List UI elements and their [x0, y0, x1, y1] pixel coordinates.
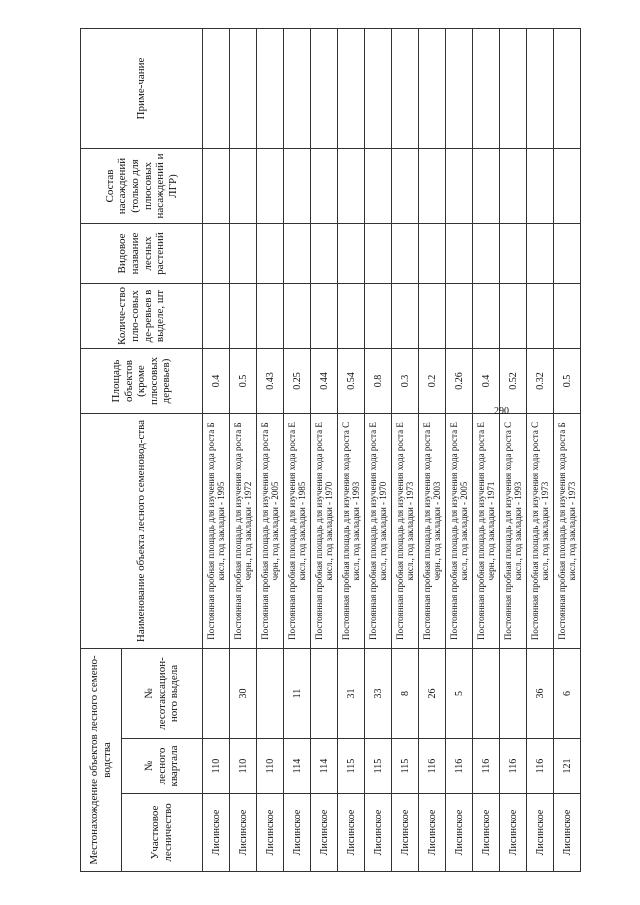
cell-composition	[554, 149, 581, 224]
cell-species	[311, 224, 338, 284]
cell-count	[311, 284, 338, 349]
cell-name: Постоянная пробная площадь для изучения хода роста Е черн., год закладки - 2003	[419, 414, 446, 649]
cell-species	[257, 224, 284, 284]
cell-remarks	[392, 29, 419, 149]
table-row	[284, 29, 311, 872]
cell-area: 0.54	[338, 349, 365, 414]
cell-forestry: Лисинское	[527, 794, 554, 872]
cell-composition	[284, 149, 311, 224]
cell-name: Постоянная пробная площадь для изучения хода роста Б черн., год закладки - 1972	[230, 414, 257, 649]
cell-count	[257, 284, 284, 349]
cell-name: Постоянная пробная площадь для изучения хода роста Б черн., год закладки - 2005	[257, 414, 284, 649]
cell-forestry: Лисинское	[365, 794, 392, 872]
cell-count	[203, 284, 230, 349]
cell-remarks	[257, 29, 284, 149]
cell-area: 0.43	[257, 349, 284, 414]
table-row	[419, 29, 446, 872]
rotated-page	[80, 29, 577, 872]
cell-composition	[203, 149, 230, 224]
table-row	[554, 29, 581, 872]
cell-remarks	[500, 29, 527, 149]
cell-quarter: 115	[365, 739, 392, 794]
cell-forestry: Лисинское	[392, 794, 419, 872]
cell-quarter: 116	[500, 739, 527, 794]
cell-remarks	[446, 29, 473, 149]
cell-compartment: 31	[338, 649, 365, 739]
cell-area: 0.44	[311, 349, 338, 414]
table-row	[230, 29, 257, 872]
header-area: Площадь объектов (кроме плюсовых деревьев)	[81, 349, 203, 414]
cell-area: 0.4	[473, 349, 500, 414]
table-row	[338, 29, 365, 872]
table-row	[527, 29, 554, 872]
cell-remarks	[365, 29, 392, 149]
cell-count	[338, 284, 365, 349]
cell-compartment	[311, 649, 338, 739]
cell-name: Постоянная пробная площадь для изучения хода роста Б кисл., год закладки - 1995	[203, 414, 230, 649]
header-count: Количе-ство плю-совых де-ревьев в выделе, шт	[81, 284, 203, 349]
cell-species	[338, 224, 365, 284]
cell-name: Постоянная пробная площадь для изучения хода роста Е кисл., год закладки - 2005	[446, 414, 473, 649]
cell-quarter: 116	[473, 739, 500, 794]
cell-quarter: 116	[419, 739, 446, 794]
cell-remarks	[419, 29, 446, 149]
cell-name: Постоянная пробная площадь для изучения хода роста Е кисл., год закладки - 1985	[284, 414, 311, 649]
cell-quarter: 121	[554, 739, 581, 794]
cell-compartment: 5	[446, 649, 473, 739]
cell-forestry: Лисинское	[203, 794, 230, 872]
cell-species	[392, 224, 419, 284]
cell-species	[203, 224, 230, 284]
cell-area: 0.26	[446, 349, 473, 414]
cell-composition	[473, 149, 500, 224]
header-name: Наименование объекта лесного семеновод-ства	[81, 414, 203, 649]
cell-forestry: Лисинское	[500, 794, 527, 872]
cell-remarks	[473, 29, 500, 149]
cell-species	[284, 224, 311, 284]
cell-remarks	[203, 29, 230, 149]
cell-count	[419, 284, 446, 349]
cell-compartment: 11	[284, 649, 311, 739]
cell-composition	[500, 149, 527, 224]
table-row	[473, 29, 500, 872]
cell-quarter: 114	[311, 739, 338, 794]
cell-composition	[392, 149, 419, 224]
cell-name: Постоянная пробная площадь для изучения хода роста Е кисл., год закладки - 1970	[365, 414, 392, 649]
cell-compartment: 33	[365, 649, 392, 739]
cell-area: 0.32	[527, 349, 554, 414]
cell-forestry: Лисинское	[554, 794, 581, 872]
cell-area: 0.5	[230, 349, 257, 414]
cell-composition	[527, 149, 554, 224]
cell-quarter: 116	[446, 739, 473, 794]
cell-name: Постоянная пробная площадь для изучения хода роста Б кисл., год закладки - 1973	[554, 414, 581, 649]
cell-composition	[230, 149, 257, 224]
cell-name: Постоянная пробная площадь для изучения хода роста Е кисл., год закладки - 1973	[392, 414, 419, 649]
cell-area: 0.5	[554, 349, 581, 414]
cell-quarter: 115	[338, 739, 365, 794]
cell-forestry: Лисинское	[338, 794, 365, 872]
cell-name: Постоянная пробная площадь для изучения хода роста С кисл., год закладки - 1993	[500, 414, 527, 649]
table-row	[392, 29, 419, 872]
cell-species	[473, 224, 500, 284]
cell-name: Постоянная пробная площадь для изучения хода роста С кисл., год закладки - 1993	[338, 414, 365, 649]
cell-compartment	[473, 649, 500, 739]
cell-area: 0.8	[365, 349, 392, 414]
header-location-group: Местонахождение объектов лесного семено-водства	[81, 649, 122, 872]
table-row	[203, 29, 230, 872]
table-row	[446, 29, 473, 872]
cell-composition	[419, 149, 446, 224]
cell-remarks	[311, 29, 338, 149]
cell-composition	[311, 149, 338, 224]
cell-count	[473, 284, 500, 349]
cell-species	[230, 224, 257, 284]
cell-forestry: Лисинское	[230, 794, 257, 872]
cell-compartment: 8	[392, 649, 419, 739]
cell-species	[419, 224, 446, 284]
cell-remarks	[284, 29, 311, 149]
cell-composition	[338, 149, 365, 224]
cell-quarter: 110	[203, 739, 230, 794]
cell-composition	[257, 149, 284, 224]
cell-count	[527, 284, 554, 349]
cell-species	[446, 224, 473, 284]
cell-compartment	[257, 649, 284, 739]
cell-forestry: Лисинское	[473, 794, 500, 872]
cell-remarks	[338, 29, 365, 149]
cell-species	[527, 224, 554, 284]
cell-area: 0.25	[284, 349, 311, 414]
cell-composition	[446, 149, 473, 224]
cell-count	[554, 284, 581, 349]
cell-compartment: 30	[230, 649, 257, 739]
page-number: 290	[494, 406, 509, 418]
cell-area: 0.2	[419, 349, 446, 414]
cell-count	[230, 284, 257, 349]
cell-remarks	[527, 29, 554, 149]
header-remarks: Приме-чание	[81, 29, 203, 149]
cell-species	[365, 224, 392, 284]
cell-area: 0.3	[392, 349, 419, 414]
cell-count	[446, 284, 473, 349]
header-composition: Состав насаждений (только для плюсовых насаждений и ЛГР)	[81, 149, 203, 224]
header-forestry: Участковое лесничество	[122, 794, 203, 872]
cell-quarter: 110	[230, 739, 257, 794]
cell-composition	[365, 149, 392, 224]
cell-compartment: 26	[419, 649, 446, 739]
cell-count	[284, 284, 311, 349]
cell-name: Постоянная пробная площадь для изучения хода роста С кисл., год закладки - 1973	[527, 414, 554, 649]
table-row	[257, 29, 284, 872]
cell-compartment: 6	[554, 649, 581, 739]
cell-forestry: Лисинское	[257, 794, 284, 872]
table-row	[365, 29, 392, 872]
cell-compartment: 36	[527, 649, 554, 739]
cell-quarter: 110	[257, 739, 284, 794]
cell-quarter: 115	[392, 739, 419, 794]
cell-quarter: 114	[284, 739, 311, 794]
cell-name: Постоянная пробная площадь для изучения хода роста Е черн., год закладки - 1971	[473, 414, 500, 649]
cell-count	[365, 284, 392, 349]
cell-forestry: Лисинское	[284, 794, 311, 872]
table-row	[500, 29, 527, 872]
cell-forestry: Лисинское	[419, 794, 446, 872]
cell-forestry: Лисинское	[311, 794, 338, 872]
table-row	[311, 29, 338, 872]
cell-species	[500, 224, 527, 284]
cell-remarks	[554, 29, 581, 149]
cell-compartment	[203, 649, 230, 739]
header-quarter: № лесного квартала	[122, 739, 203, 794]
cell-quarter: 116	[527, 739, 554, 794]
cell-name: Постоянная пробная площадь для изучения хода роста Е кисл., год закладки - 1970	[311, 414, 338, 649]
cell-species	[554, 224, 581, 284]
header-species: Видовое название лесных растений	[81, 224, 203, 284]
cell-compartment	[500, 649, 527, 739]
header-compartment: № лесотаксацион-ного выдела	[122, 649, 203, 739]
seed-objects-table	[80, 28, 581, 872]
cell-area: 0.4	[203, 349, 230, 414]
cell-remarks	[230, 29, 257, 149]
cell-area: 0.52	[500, 349, 527, 414]
cell-count	[500, 284, 527, 349]
cell-count	[392, 284, 419, 349]
cell-forestry: Лисинское	[446, 794, 473, 872]
